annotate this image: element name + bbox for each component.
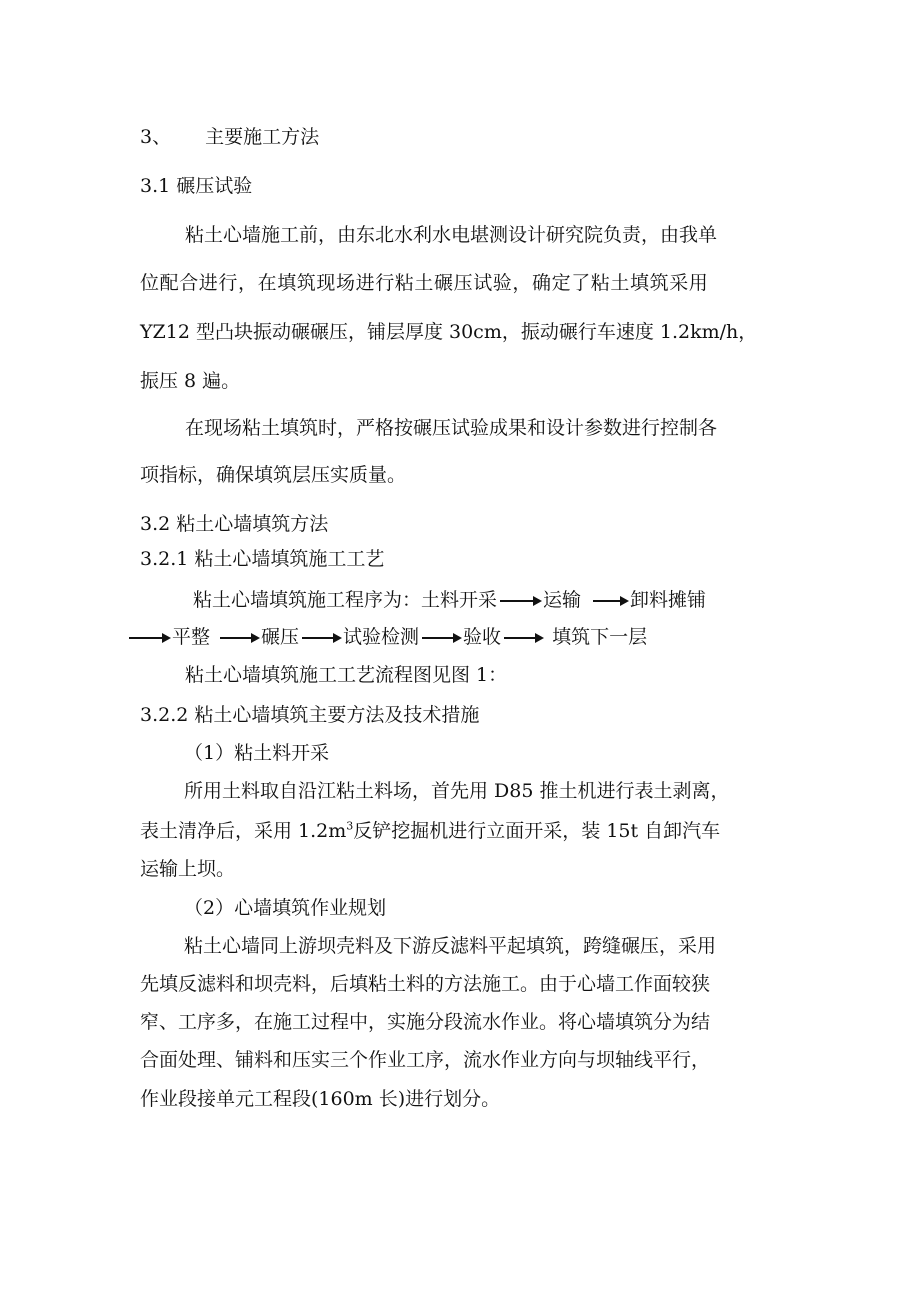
section-3-2-1-heading: 3.2.1 粘土心墙填筑施工工艺 [140,548,385,570]
flow-step: 填筑下一层 [552,626,648,648]
paragraph-line: 所用土料取自沿江粘土料场，首先用 D85 推土机进行表土剥离， [184,780,730,802]
item-1-title: （1）粘土料开采 [184,742,330,764]
arrow-icon [302,637,340,639]
paragraph-line: 项指标，确保填筑层压实质量。 [140,464,407,486]
paragraph-line: 位配合进行，在填筑现场进行粘土碾压试验，确定了粘土填筑采用 [140,272,709,294]
arrow-icon [220,637,258,639]
paragraph-line: 作业段接单元工程段(160m 长)进行划分。 [140,1088,501,1110]
flow-step: 土料开采 [421,589,498,611]
superscript-3: 3 [346,819,354,833]
process-flow-line-2 [126,625,647,649]
section-3-number: 3、 [140,126,172,148]
flow-step: 卸料摊铺 [630,589,707,611]
text-segment: 表土清净后，采用 1.2m [140,820,347,842]
section-3-title: 主要施工方法 [205,126,320,148]
process-flow-line-1 [193,588,706,612]
paragraph-line: 合面处理、铺料和压实三个作业工序，流水作业方向与坝轴线平行， [140,1049,711,1071]
paragraph-line: 粘土心墙同上游坝壳料及下游反滤料平起填筑，跨缝碾压，采用 [184,935,717,957]
flow-step: 验收 [463,626,502,648]
paragraph-line: 振压 8 遍。 [140,370,241,392]
paragraph-line: 在现场粘土填筑时，严格按碾压试验成果和设计参数进行控制各 [185,417,718,439]
flow-step: 试验检测 [343,626,420,648]
arrow-icon [422,637,460,639]
section-3-2-heading: 3.2 粘土心墙填筑方法 [140,513,329,535]
text-segment: 反铲挖掘机进行立面开采，装 15t 自卸汽车 [353,820,721,842]
paragraph-line [140,819,720,843]
paragraph-line: 粘土心墙施工前，由东北水利水电堪测设计研究院负责，由我单 [185,224,718,246]
arrow-icon [129,637,169,639]
flow-intro: 粘土心墙填筑施工程序为： [193,589,422,611]
section-3-2-2-heading: 3.2.2 粘土心墙填筑主要方法及技术措施 [140,704,480,726]
figure-note: 粘土心墙填筑施工工艺流程图见图 1： [185,664,508,686]
paragraph-line: 窄、工序多，在施工过程中，实施分段流水作业。将心墙填筑分为结 [140,1011,711,1033]
flow-step: 碾压 [261,626,300,648]
paragraph-line: 先填反滤料和坝壳料，后填粘土料的方法施工。由于心墙工作面较狭 [140,973,711,995]
flow-step: 运输 [543,589,582,611]
paragraph-line: 运输上坝。 [140,858,236,880]
flow-step: 平整 [172,626,211,648]
arrow-icon [504,637,542,639]
section-3-heading [140,125,319,149]
section-3-1-heading: 3.1 碾压试验 [140,175,253,197]
arrow-icon [593,600,627,602]
item-2-title: （2）心墙填筑作业规划 [184,897,387,919]
paragraph-line: YZ12 型凸块振动碾碾压，铺层厚度 30cm，振动碾行车速度 1.2km/h， [140,321,758,343]
arrow-icon [500,600,540,602]
